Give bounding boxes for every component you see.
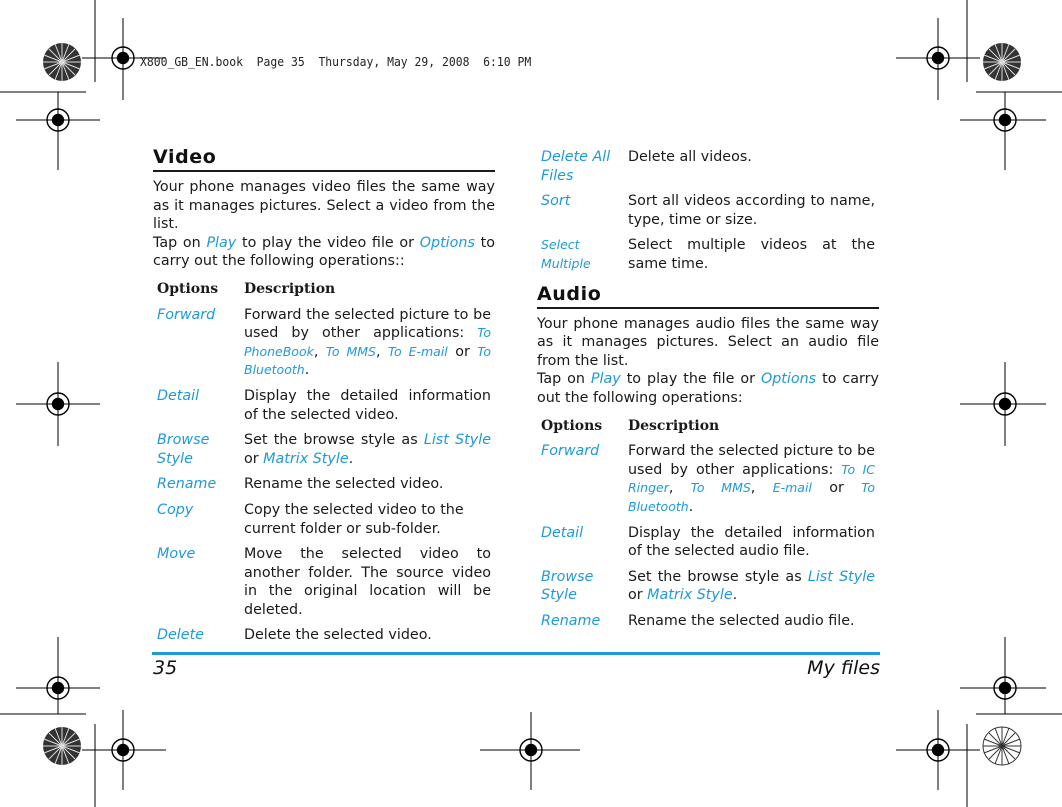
description-column-header: Description — [244, 280, 336, 297]
option-move: Move — [157, 546, 196, 563]
intro-text: to carry out the following operations: — [537, 371, 879, 406]
option-select-multiple: Select Multiple — [541, 237, 591, 271]
video-options-table — [153, 280, 495, 652]
video-options-table-continued — [537, 148, 879, 281]
desc-text: . — [304, 362, 310, 379]
desc-text: or — [811, 480, 862, 497]
target-email: E-mail — [772, 480, 812, 496]
table-row — [153, 306, 495, 387]
target-bluetooth: To Bluetooth — [244, 343, 492, 378]
page-number: 35 — [153, 657, 178, 679]
desc-text: or — [628, 587, 648, 604]
right-column — [537, 145, 879, 637]
list-style-keyword: List Style — [807, 568, 875, 585]
table-row — [537, 148, 879, 192]
table-row — [153, 475, 495, 501]
desc-text: Set the browse style as — [628, 568, 808, 585]
options-keyword: Options — [419, 234, 475, 251]
intro-text: Tap on — [153, 234, 207, 251]
option-description: Copy the selected video to the current folder or sub-folder. — [244, 501, 464, 537]
section-title: My files — [807, 657, 880, 679]
option-detail: Detail — [541, 524, 584, 541]
desc-text: , — [375, 343, 388, 360]
play-keyword: Play — [206, 234, 237, 251]
option-forward: Forward — [157, 306, 216, 323]
desc-text: , — [313, 343, 326, 360]
video-intro-1: Your phone manages video files the same way as it manages pictures. Select a video from the list. — [153, 179, 495, 233]
intro-text: Tap on — [537, 371, 591, 388]
target-mms: To MMS — [690, 480, 751, 496]
matrix-style-keyword: Matrix Style — [263, 450, 349, 467]
table-row — [537, 524, 879, 568]
desc-text: or — [244, 450, 264, 467]
option-description: Delete the selected video. — [244, 627, 432, 644]
option-detail: Detail — [157, 387, 200, 404]
option-description: Select multiple videos at the same time. — [628, 237, 875, 272]
options-column-header: Options — [157, 280, 219, 297]
table-row — [153, 545, 495, 626]
target-mms: To MMS — [325, 343, 376, 359]
option-sort: Sort — [541, 193, 571, 210]
table-row — [537, 612, 879, 638]
table-row — [153, 431, 495, 475]
print-slug: X800_GB_EN.book Page 35 Thursday, May 29, 2008 6:10 PM — [140, 55, 532, 69]
option-description — [624, 568, 879, 612]
options-column-header: Options — [541, 417, 603, 434]
target-phonebook: To PhoneBook — [244, 325, 491, 359]
table-row — [537, 236, 879, 280]
option-description: Rename the selected audio file. — [628, 612, 855, 629]
video-heading: Video — [153, 146, 495, 172]
option-description: Delete all videos. — [628, 149, 752, 165]
video-section — [153, 145, 495, 652]
audio-intro-2 — [537, 370, 879, 407]
table-header-row — [153, 280, 495, 306]
option-description: Display the detailed information of the selected audio file. — [628, 524, 875, 560]
target-email: To E-mail — [387, 343, 448, 359]
video-intro-2 — [153, 234, 495, 271]
option-copy: Copy — [157, 501, 194, 518]
matrix-style-keyword: Matrix Style — [647, 587, 733, 604]
target-bluetooth: To Bluetooth — [628, 480, 875, 514]
desc-text: , — [668, 480, 691, 497]
option-description: Sort all videos according to name, type, time or size. — [628, 193, 875, 228]
desc-text: , — [750, 480, 773, 497]
target-ic-ringer: To IC Ringer — [628, 461, 875, 496]
desc-text: Set the browse style as — [244, 432, 424, 449]
option-browse-style: Browse Style — [541, 568, 594, 604]
table-row — [153, 387, 495, 431]
audio-options-table — [537, 417, 879, 638]
intro-text: to play the video file or — [236, 234, 420, 251]
table-row — [537, 442, 879, 523]
table-row — [153, 626, 495, 652]
list-style-keyword: List Style — [423, 432, 491, 449]
desc-text: . — [732, 587, 738, 604]
table-row — [537, 192, 879, 236]
desc-text: . — [688, 498, 694, 515]
audio-heading: Audio — [537, 283, 879, 309]
option-browse-style: Browse Style — [157, 432, 210, 467]
desc-text: or — [447, 343, 478, 360]
play-keyword: Play — [590, 371, 621, 388]
audio-intro-1: Your phone manages audio files the same way as it manages pictures. Select an audio file from the list. — [537, 315, 879, 369]
option-forward: Forward — [541, 443, 600, 460]
table-row — [153, 501, 495, 545]
option-description — [624, 442, 879, 523]
option-description: Display the detailed information of the selected video. — [244, 387, 491, 423]
table-row — [537, 568, 879, 612]
desc-text: . — [348, 450, 354, 467]
option-description — [240, 306, 495, 387]
option-delete-all-files: Delete All Files — [541, 149, 611, 184]
desc-text: Forward the selected picture to be used by other applications: — [628, 443, 875, 478]
option-description — [240, 431, 495, 475]
desc-text: Forward the selected picture to be used by other applications: — [244, 306, 491, 342]
intro-text: to carry out the following operations:: — [153, 234, 495, 270]
option-delete: Delete — [157, 627, 204, 644]
intro-text: to play the file or — [620, 371, 761, 388]
option-rename: Rename — [541, 612, 601, 629]
option-rename: Rename — [157, 476, 217, 493]
footer-rule — [152, 652, 880, 655]
description-column-header: Description — [628, 417, 720, 434]
option-description: Move the selected video to another folder. The source video in the original location will be deleted. — [244, 546, 491, 618]
table-header-row — [537, 417, 879, 443]
option-description: Rename the selected video. — [244, 476, 444, 493]
options-keyword: Options — [760, 371, 817, 388]
